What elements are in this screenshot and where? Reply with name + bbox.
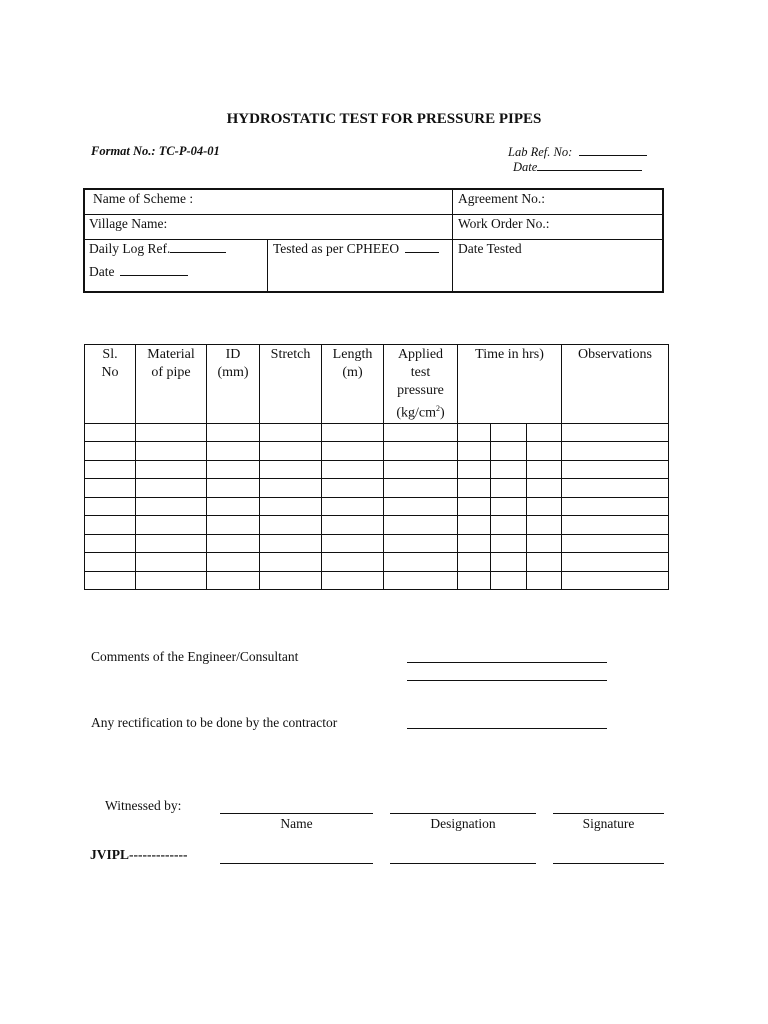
table-row — [85, 479, 669, 498]
col-header-observations: Observations — [562, 345, 669, 424]
info-divider — [452, 190, 453, 291]
table-cell[interactable] — [384, 460, 458, 479]
table-cell[interactable] — [85, 460, 136, 479]
table-cell[interactable] — [562, 571, 669, 590]
table-cell[interactable] — [207, 442, 260, 461]
date-text: Date — [513, 160, 538, 174]
table-cell[interactable] — [491, 460, 527, 479]
name-label: Name — [280, 816, 313, 831]
table-cell[interactable] — [207, 553, 260, 572]
table-cell[interactable] — [458, 423, 491, 442]
table-cell[interactable] — [136, 497, 207, 516]
village-name-label[interactable]: Village Name: — [89, 216, 168, 231]
table-cell[interactable] — [260, 423, 322, 442]
witness-designation-line[interactable] — [390, 813, 536, 814]
table-cell[interactable] — [527, 497, 562, 516]
table-cell[interactable] — [136, 442, 207, 461]
table-cell[interactable] — [136, 534, 207, 553]
table-cell[interactable] — [322, 497, 384, 516]
table-row — [85, 516, 669, 535]
signature-label: Signature — [582, 816, 635, 831]
scheme-info-box — [83, 188, 664, 293]
table-cell[interactable] — [491, 571, 527, 590]
witness-name-line[interactable] — [220, 813, 373, 814]
jvipl-name-line[interactable] — [220, 863, 373, 864]
info-divider — [267, 239, 268, 291]
table-row — [85, 423, 669, 442]
table-cell[interactable] — [207, 497, 260, 516]
table-cell[interactable] — [527, 534, 562, 553]
table-cell[interactable] — [527, 423, 562, 442]
table-cell[interactable] — [458, 571, 491, 590]
table-cell[interactable] — [85, 479, 136, 498]
table-cell[interactable] — [85, 423, 136, 442]
jvipl-signature-line[interactable] — [553, 863, 664, 864]
table-cell[interactable] — [136, 553, 207, 572]
col-header-material: Material of pipe — [136, 345, 207, 424]
table-cell[interactable] — [136, 423, 207, 442]
table-cell[interactable] — [322, 534, 384, 553]
info-divider — [85, 239, 662, 240]
date-field[interactable] — [537, 159, 642, 171]
table-cell[interactable] — [207, 516, 260, 535]
col-header-length: Length (m) — [322, 345, 384, 424]
table-cell[interactable] — [260, 553, 322, 572]
table-row — [85, 571, 669, 590]
table-cell[interactable] — [527, 571, 562, 590]
table-cell[interactable] — [384, 553, 458, 572]
test-results-table — [84, 344, 669, 590]
witness-signature-line[interactable] — [553, 813, 664, 814]
table-row — [85, 460, 669, 479]
table-cell[interactable] — [260, 534, 322, 553]
table-cell[interactable] — [562, 497, 669, 516]
log-date-field[interactable] — [120, 264, 188, 276]
table-cell[interactable] — [136, 516, 207, 535]
date-label — [513, 159, 642, 175]
table-cell[interactable] — [85, 497, 136, 516]
table-cell[interactable] — [260, 442, 322, 461]
table-cell[interactable] — [384, 516, 458, 535]
table-cell[interactable] — [207, 423, 260, 442]
col-header-applied-pressure: Applied test pressure $(kg/cm^2)$ — [384, 345, 458, 424]
table-cell[interactable] — [562, 534, 669, 553]
log-date-label: Date — [89, 264, 115, 279]
table-cell[interactable] — [85, 516, 136, 535]
table-cell[interactable] — [322, 460, 384, 479]
jvipl-label: JVIPL------------- — [90, 847, 188, 862]
table-cell[interactable] — [322, 442, 384, 461]
table-cell[interactable] — [85, 534, 136, 553]
col-header-id: ID (mm) — [207, 345, 260, 424]
page-title: HYDROSTATIC TEST FOR PRESSURE PIPES — [226, 111, 542, 127]
table-cell[interactable] — [207, 534, 260, 553]
tested-as-per-label: Tested as per CPHEEO — [273, 241, 400, 256]
table-cell[interactable] — [527, 442, 562, 461]
table-cell[interactable] — [562, 516, 669, 535]
rectification-label: Any rectification to be done by the contractor — [91, 715, 338, 730]
table-row — [85, 553, 669, 572]
table-cell[interactable] — [458, 460, 491, 479]
table-cell[interactable] — [458, 553, 491, 572]
table-cell[interactable] — [527, 516, 562, 535]
table-cell[interactable] — [491, 497, 527, 516]
table-cell[interactable] — [458, 516, 491, 535]
daily-log-ref-label: Daily Log Ref. — [89, 241, 171, 256]
table-cell[interactable] — [458, 479, 491, 498]
jvipl-designation-line[interactable] — [390, 863, 536, 864]
table-cell[interactable] — [491, 553, 527, 572]
agreement-no-label[interactable]: Agreement No.: — [458, 191, 545, 206]
table-cell[interactable] — [260, 516, 322, 535]
table-header-row — [85, 345, 669, 424]
table-cell[interactable] — [458, 534, 491, 553]
lab-ref-label — [508, 144, 647, 160]
table-cell[interactable] — [207, 460, 260, 479]
table-cell[interactable] — [322, 553, 384, 572]
table-cell[interactable] — [260, 571, 322, 590]
table-cell[interactable] — [491, 479, 527, 498]
work-order-label[interactable]: Work Order No.: — [458, 216, 550, 231]
table-cell[interactable] — [260, 460, 322, 479]
tested-as-per-field[interactable] — [405, 241, 439, 253]
table-cell[interactable] — [491, 423, 527, 442]
table-cell[interactable] — [207, 479, 260, 498]
engineer-comments-line-1[interactable] — [407, 662, 607, 663]
table-cell[interactable] — [458, 497, 491, 516]
table-cell[interactable] — [85, 571, 136, 590]
table-cell[interactable] — [85, 553, 136, 572]
table-cell[interactable] — [384, 479, 458, 498]
tested-as-per[interactable] — [273, 241, 439, 257]
table-cell[interactable] — [491, 516, 527, 535]
table-body — [85, 423, 669, 590]
rectification-line[interactable] — [407, 728, 607, 729]
log-date[interactable] — [89, 264, 188, 280]
designation-label: Designation — [430, 816, 496, 831]
table-cell[interactable] — [562, 423, 669, 442]
table-cell[interactable] — [384, 497, 458, 516]
engineer-comments-label: Comments of the Engineer/Consultant — [91, 649, 299, 664]
table-cell[interactable] — [136, 460, 207, 479]
table-cell[interactable] — [136, 479, 207, 498]
table-cell[interactable] — [458, 442, 491, 461]
table-cell[interactable] — [527, 553, 562, 572]
table-row — [85, 442, 669, 461]
table-cell[interactable] — [562, 479, 669, 498]
table-cell[interactable] — [384, 442, 458, 461]
table-cell[interactable] — [322, 571, 384, 590]
table-cell[interactable] — [384, 534, 458, 553]
lab-ref-text: Lab Ref. No: — [508, 145, 573, 159]
table-cell[interactable] — [562, 442, 669, 461]
table-cell[interactable] — [491, 534, 527, 553]
table-cell[interactable] — [527, 460, 562, 479]
daily-log-ref-field[interactable] — [170, 241, 226, 253]
date-tested-label[interactable]: Date Tested — [458, 241, 522, 256]
info-divider — [85, 214, 662, 215]
lab-ref-field[interactable] — [579, 144, 647, 156]
col-header-sl-no: Sl. No — [85, 345, 136, 424]
table-cell[interactable] — [527, 479, 562, 498]
table-row — [85, 534, 669, 553]
col-header-time: Time in hrs) — [458, 345, 562, 424]
table-cell[interactable] — [260, 497, 322, 516]
table-cell[interactable] — [562, 553, 669, 572]
table-cell[interactable] — [384, 423, 458, 442]
table-cell[interactable] — [491, 442, 527, 461]
table-cell[interactable] — [260, 479, 322, 498]
name-of-scheme-label[interactable]: Name of Scheme : — [93, 191, 194, 206]
table-cell[interactable] — [322, 479, 384, 498]
engineer-comments-line-2[interactable] — [407, 680, 607, 681]
table-cell[interactable] — [136, 571, 207, 590]
table-cell[interactable] — [384, 571, 458, 590]
witnessed-by-label: Witnessed by: — [105, 798, 182, 813]
table-cell[interactable] — [322, 516, 384, 535]
table-cell[interactable] — [322, 423, 384, 442]
table-row — [85, 497, 669, 516]
col-header-stretch: Stretch — [260, 345, 322, 424]
format-number: Format No.: TC-P-04-01 — [91, 144, 220, 158]
table-cell[interactable] — [207, 571, 260, 590]
table-cell[interactable] — [85, 442, 136, 461]
table-cell[interactable] — [562, 460, 669, 479]
daily-log-ref[interactable] — [89, 241, 226, 257]
